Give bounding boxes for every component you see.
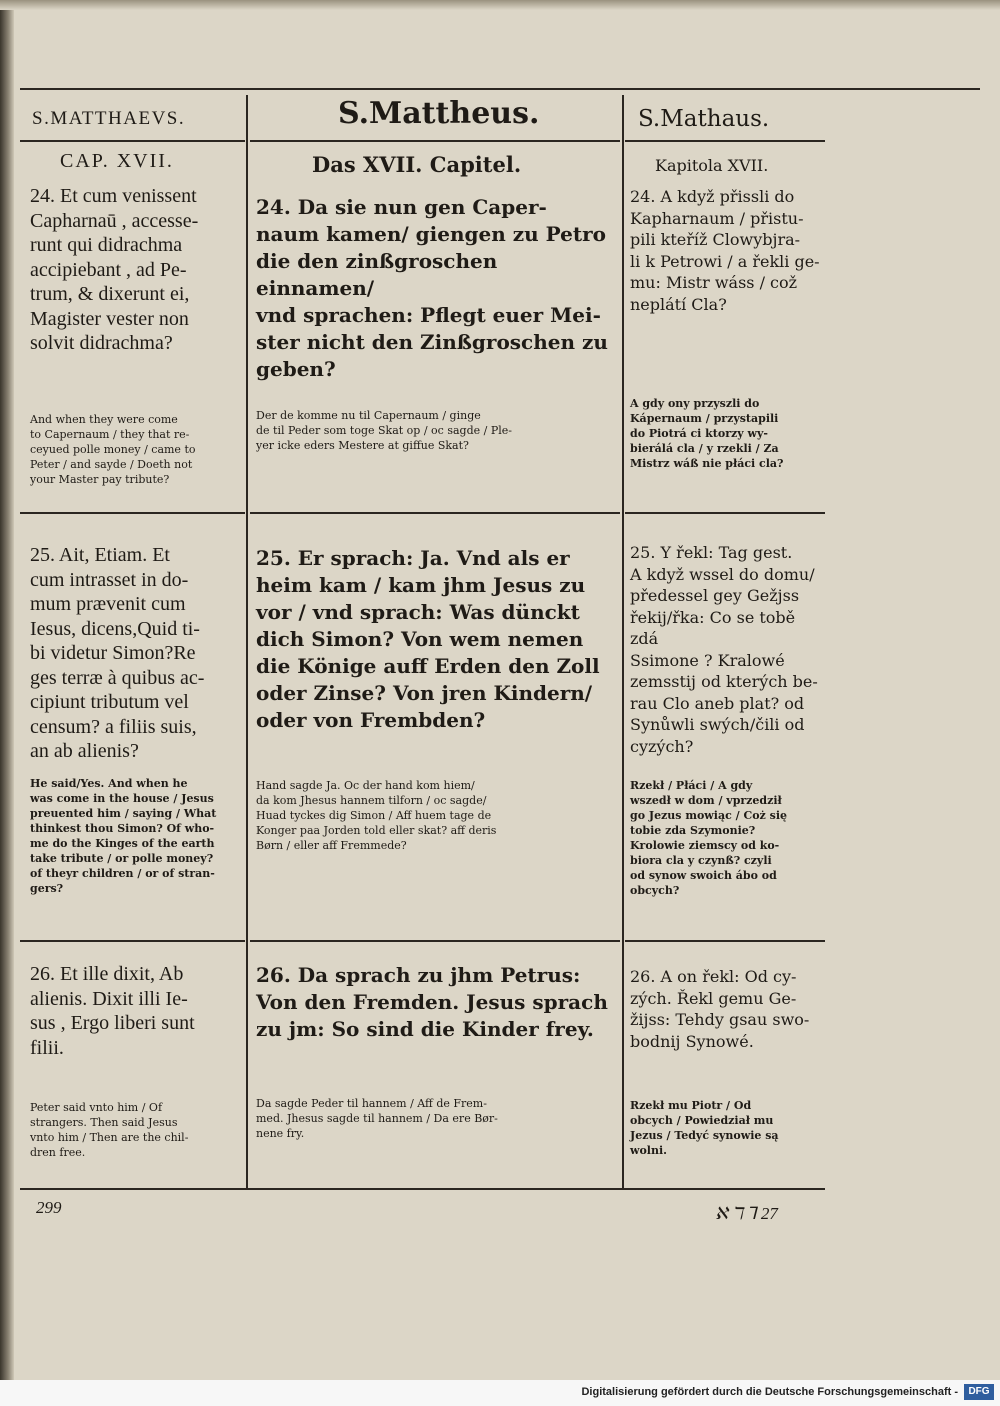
- funding-banner: [0, 1380, 1000, 1406]
- czech-verse-24: 24. A když přissli do Kapharnaum / přistu- pili kteříž Clowybjra- li k Petrowi / a řekli ge- mu: Mistr wáss / což neplátí Cla?: [630, 187, 820, 314]
- row-divider-2a: [20, 940, 245, 942]
- dfg-logo: DFG: [964, 1384, 994, 1400]
- page-top-edge: [0, 0, 1000, 10]
- polish-verse-26: Rzekł mu Piotr / Od obcych / Powiedział mu Jezus / Tedyć synowie są wolni.: [630, 1099, 779, 1157]
- row-divider-1b: [250, 512, 620, 514]
- danish-verse-24: Der de komme nu til Capernaum / ginge de til Peder som toge Skat op / oc sagde / Ple- yer icke eders Mestere at giffue Skat?: [256, 409, 512, 452]
- page-number-left: 299: [36, 1198, 62, 1217]
- row-divider-2b: [250, 940, 620, 942]
- latin-verse-26: 26. Et ille dixit, Ab alienis. Dixit illi Ie- sus , Ergo liberi sunt filii.: [30, 963, 195, 1059]
- header-latin: S.MATTHAEVS.: [32, 108, 186, 129]
- column-divider-2: [622, 95, 624, 1190]
- header-underline-left: [20, 140, 245, 142]
- german-verse-24: 24. Da sie nun gen Caper- naum kamen/ giengen zu Petro die den zinßgroschen einnamen/ vnd sprachen: Pflegt euer Mei- ster nicht den Zinßgroschen zu geben?: [256, 195, 608, 381]
- danish-verse-25: Hand sagde Ja. Oc der hand kom hiem/ da kom Jhesus hannem tilforn / oc sagde/ Huad tyckes dig Simon / Aff huem tage de Konger paa Jorden told eller skat? aff deris Børn / eller aff Fremmede?: [256, 779, 497, 852]
- header-underline-right: [625, 140, 825, 142]
- chapter-czech: Kapitola XVII.: [655, 156, 769, 175]
- czech-verse-25: 25. Y řekl: Tag gest. A když wssel do domu/ předessel gey Gežjss řekij/řka: Co se tobě zdá Ssimone ? Kralowé zemsstij od kterých be- rau Clo aneb plat? od Synůwli swých/čili od cyzých?: [630, 543, 818, 756]
- row-divider-1a: [20, 512, 245, 514]
- polish-verse-25: Rzekł / Płáci / A gdy wszedł w dom / vprzedził go Jezus mowiąc / Coż się tobie zda Szymonie? Krolowie ziemscy od ko- biora cla y czynß? czyli od synow swoich ábo od obcych?: [630, 779, 787, 897]
- danish-verse-26: Da sagde Peder til hannem / Aff de Frem- med. Jhesus sagde til hannem / Da ere Bør- nene fry.: [256, 1097, 498, 1140]
- row-divider-1c: [625, 512, 825, 514]
- header-german: S.Mattheus.: [338, 96, 540, 131]
- page-number-right: ℵ ℸ ⅂ 27: [715, 1204, 778, 1223]
- column-divider-1: [246, 95, 248, 1190]
- header-czech: S.Mathaus.: [638, 106, 770, 132]
- german-verse-26: 26. Da sprach zu jhm Petrus: Von den Fremden. Jesus sprach zu jm: So sind die Kinder frey.: [256, 963, 608, 1041]
- polish-verse-24: A gdy ony przyszli do Kápernaum / przystapili do Piotrá ci ktorzy wy- bierálá cla / y rzekli / Za Mistrz wáß nie płáci cla?: [630, 397, 784, 470]
- funding-text: Digitalisierung gefördert durch die Deutsche Forschungsgemeinschaft -: [581, 1386, 958, 1398]
- header-rule: [20, 88, 980, 90]
- czech-verse-26: 26. A on řekl: Od cy- zých. Řekl gemu Ge- žijss: Tehdy gsau swo- bodnij Synowé.: [630, 967, 810, 1051]
- chapter-german: Das XVII. Capitel.: [312, 152, 522, 177]
- header-underline-mid: [250, 140, 620, 142]
- english-verse-24: And when they were come to Capernaum / they that re- ceyued polle money / came to Peter / and sayde / Doeth not your Master pay tribute?: [30, 413, 196, 486]
- german-verse-25: 25. Er sprach: Ja. Vnd als er heim kam / kam jhm Jesus zu vor / vnd sprach: Was dünckt dich Simon? Von wem nemen die Könige auff Erden den Zoll oder Zinse? Von jren Kindern/ oder von Frembden?: [256, 546, 600, 732]
- row-divider-2c: [625, 940, 825, 942]
- english-verse-25: He said/Yes. And when he was come in the house / Jesus preuented him / saying / What thinkest thou Simon? Of who- me do the Kinges of the earth take tribute / or polle money? of theyr children / or of stran- gers?: [30, 777, 217, 895]
- page-binding-edge: [0, 0, 14, 1380]
- chapter-latin: CAP. XVII.: [60, 150, 174, 172]
- bottom-rule: [20, 1188, 825, 1190]
- latin-verse-25: 25. Ait, Etiam. Et cum intrasset in do- mum prævenit cum Iesus, dicens,Quid ti- bi videtur Simon?Re ges terræ à quibus ac- cipiunt tributum vel censum? a filiis suis, an ab alienis?: [30, 544, 205, 762]
- english-verse-26: Peter said vnto him / Of strangers. Then said Jesus vnto him / Then are the chil- dren free.: [30, 1101, 189, 1159]
- latin-verse-24: 24. Et cum venissent Capharnaū , accesse- runt qui didrachma accipiebant , ad Pe- trum, & dixerunt ei, Magister vester non solvit didrachma?: [30, 185, 199, 354]
